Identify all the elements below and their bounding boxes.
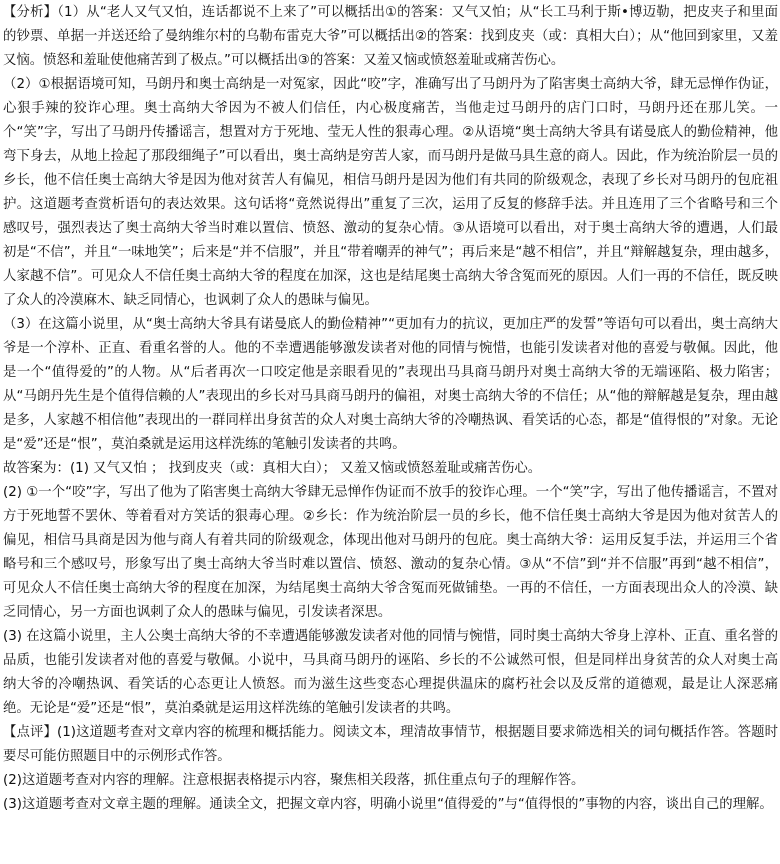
comment-paragraph-2: (2)这道题考查对内容的理解。注意根据表格提示内容，聚焦相关段落，抓住重点句子的理解作答。	[3, 773, 585, 788]
comment-paragraph-1: 【点评】(1)这道题考查对文章内容的梳理和概括能力。阅读文本，理清故事情节，根据题目要求筛选相关的词句概括作答。答题时要尽可能仿照题目中的示例形式作答。	[3, 725, 778, 764]
answer-line-1: 故答案为：(1) 又气又怕 ； 找到皮夹（或：真相大白）； 又羞又恼或愤怒羞耻或痛苦伤心。	[3, 461, 542, 476]
analysis-paragraph-2: （2）①根据语境可知，马朗丹和奥士高纳是一对冤家，因此“咬”字，准确写出了马朗丹为了陷害奥士高纳大爷，肆无忌惮作伪证，心狠手辣的狡诈心理。奥士高纳大爷因为不被人们信任，内心极度痛苦，当他走过马朗丹的店门口时，马朗丹还在那儿笑。一个“笑”字，写出了马朗丹传播谣言，想置对方于死地、莹无人性的狠毒心理。②从语境“奥士高纳大爷具有诺曼底人的勤俭精神，他弯下身去，从地上捡起了那段细绳子”可以看出，奥士高纳是穷苦人家，而马朗丹是做马具生意的商人。因此，作为统治阶层一员的乡长，他不信任奥士高纳大爷是因为他对贫苦人有偏见，相信马朗丹是因为他们有共同的阶级观念，表现了乡长对马朗丹的包庇祖护。这道题考查赏析语句的表达效果。这句话将“竟然说得出”重复了三次，运用了反复的修辞手法。并且连用了三个省略号和三个感叹号，强烈表达了奥士高纳大爷当时难以置信、愤怒、激动的复杂心情。③从语境可以看出，对于奥士高纳大爷的遭遇，人们最初是“不信”，并且“一味地笑”；后来是“并不信服”，并且“带着嘲弄的神气”；再后来是“越不相信”，并且“辩解越复杂，理由越多，人家越不信”。可见众人不信任奥士高纳大爷的程度在加深，这也是结尾奥士高纳大爷含冤而死的原因。人们一再的不信任，既反映了众人的冷漠麻木、缺乏同情心，也讽刺了众人的愚昧与偏见。	[3, 77, 778, 308]
analysis-paragraph-1: 【分析】（1）从“老人又气又怕，连话都说不上来了”可以概括出①的答案：又气又怕；从“长工马利于斯•博迈勒，把皮夹子和里面的钞票、单据一并送还给了曼纳维尔村的乌勒布雷克大爷”可以概括出②的答案：找到皮夹（或：真相大白）；从“他回到家里，又羞又恼。愤怒和羞耻使他痛苦到了极点。”可以概括出③的答案：又羞又恼或愤怒羞耻或痛苦伤心。	[3, 5, 778, 68]
comment-paragraph-3: (3)这道题考查对文章主题的理解。通读全文，把握文章内容，明确小说里“值得爱的”与“值得恨的”事物的内容，谈出自己的理解。	[3, 797, 773, 812]
answer-paragraph-3: (3) 在这篇小说里，主人公奥士高纳大爷的不幸遭遇能够激发读者对他的同情与惋惜，同时奥士高纳大爷身上淳朴、正直、重名誉的品质，也能引发读者对他的喜爱与敬佩。小说中，马具商马朗丹的诬陷、乡长的不公诚然可恨，但是同样出身贫苦的众人对奥士高纳大爷的冷嘲热讽、看笑话的心态更让人愤怒。而为滋生这些变态心理提供温床的腐朽社会以及反常的道德观，最是让人深恶痛绝。无论是“爱”还是“恨”，莫泊桑就是运用这样洗练的笔触引发读者的共鸣。	[3, 629, 778, 716]
analysis-paragraph-3: （3）在这篇小说里，从“奥士高纳大爷具有诺曼底人的勤俭精神”“更加有力的抗议，更加庄严的发誓”等语句可以看出，奥士高纳大爷是一个淳朴、正直、看重名誉的人。他的不幸遭遇能够激发读者对他的同情与惋惜，也能引发读者对他的喜爱与敬佩。因此，他是一个“值得爱的”的人物。从“后者再次一口咬定他是亲眼看见的”表现出马具商马朗丹对奥士高纳大爷的无端诬陷、极力陷害；从“马朗丹先生是个值得信赖的人”表现出的乡长对马具商马朗丹的偏祖，对奥士高纳大爷的不信任；从“他的辩解越是复杂，理由越是多，人家越不相信他”表现出的一群同样出身贫苦的众人对奥士高纳大爷的冷嘲热讽、看笑话的心态，都是“值得恨的”对象。无论是“爱”还是“恨”，莫泊桑就是运用这样洗练的笔触引发读者的共鸣。	[3, 317, 778, 452]
answer-paragraph-2: (2) ①一个“咬”字，写出了他为了陷害奥士高纳大爷肆无忌惮作伪证而不放手的狡诈心理。一个“笑”字，写出了他传播谣言，不置对方于死地誓不罢休、等着看对方笑话的狠毒心理。②乡长：作为统治阶层一员的乡长，他不信任奥士高纳大爷是因为他对贫苦人的偏见，相信马具商是因为他与商人有着共同的阶级观念，体现出他对马朗丹的包庇。奥士高纳大爷：运用反复手法，并运用三个省略号和三个感叹号，形象写出了奥士高纳大爷当时难以置信、愤怒、激动的复杂心情。③从“不信”到“并不信服”再到“越不相信”，可见众人不信任奥士高纳大爷的程度在加深，为结尾奥士高纳大爷含冤而死做铺垫。一再的不信任，一方面表现出众人的冷漠、缺乏同情心，另一方面也讽刺了众人的愚昧与偏见，引发读者深思。	[3, 485, 778, 620]
